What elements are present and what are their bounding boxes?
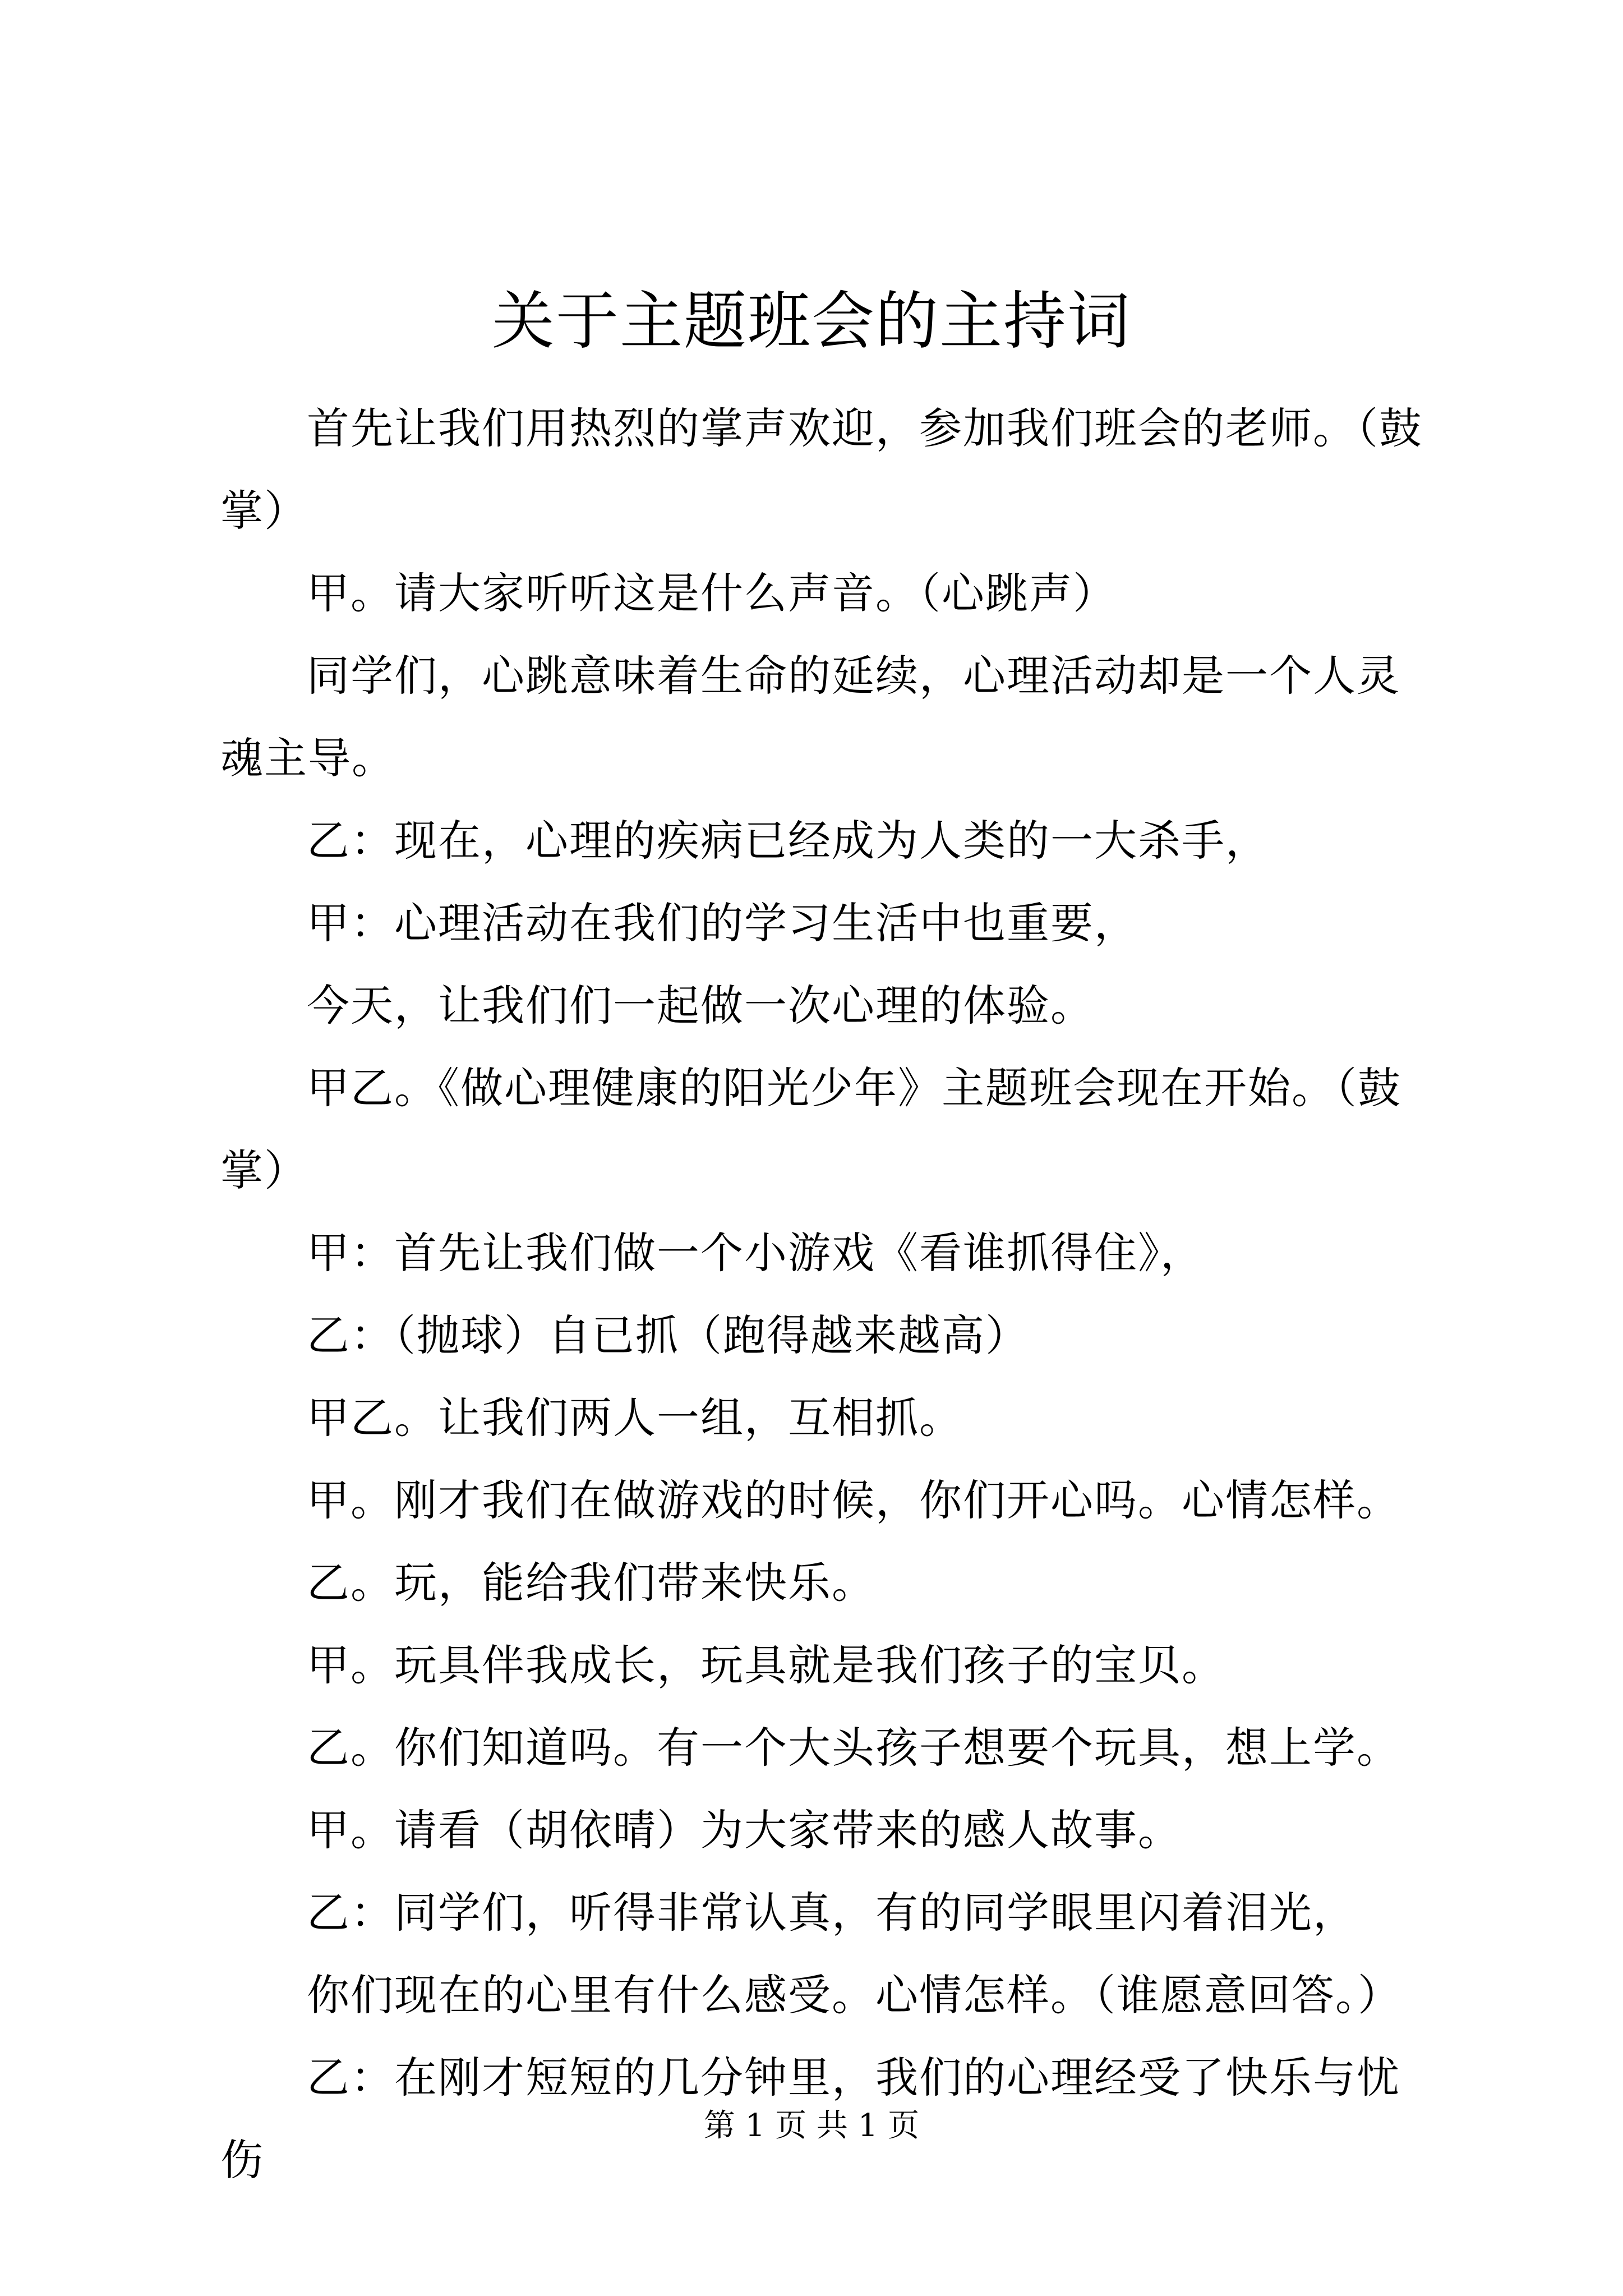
paragraph: 甲。刚才我们在做游戏的时候，你们开心吗。心情怎样。 [307, 1475, 1400, 1525]
paragraph: 乙：在刚才短短的几分钟里，我们的心理经受了快乐与忧伤 [220, 2053, 1400, 2185]
paragraph: 甲乙。让我们两人一组，互相抓。 [307, 1393, 963, 1443]
document-title: 关于主题班会的主持词 [492, 285, 1131, 358]
paragraph: 同学们，心跳意味着生命的延续，心理活动却是一个人灵魂主导。 [220, 651, 1400, 783]
paragraph: 乙：同学们，听得非常认真，有的同学眼里闪着泪光， [307, 1888, 1357, 1938]
paragraph: 甲乙。《做心理健康的阳光少年》主题班会现在开始。（鼓掌） [220, 1063, 1401, 1195]
paragraph: 首先让我们用热烈的掌声欢迎，参加我们班会的老师。（鼓掌） [220, 403, 1423, 536]
page-footer: 第 1 页 共 1 页 [703, 2108, 920, 2144]
paragraph: 乙：现在，心理的疾病已经成为人类的一大杀手， [307, 816, 1269, 866]
paragraph: 你们现在的心里有什么感受。心情怎样。（谁愿意回答。） [307, 1970, 1401, 2020]
paragraph: 今天，让我们们一起做一次心理的体验。 [307, 981, 1094, 1030]
paragraph: 甲。玩具伴我成长，玩具就是我们孩子的宝贝。 [307, 1640, 1225, 1690]
paragraph: 甲：心理活动在我们的学习生活中也重要， [307, 898, 1138, 948]
paragraph: 乙。你们知道吗。有一个大头孩子想要个玩具，想上学。 [307, 1723, 1400, 1773]
paragraph: 乙。玩，能给我们带来快乐。 [307, 1558, 875, 1608]
paragraph: 甲。请大家听听这是什么声音。（心跳声） [307, 568, 1117, 618]
paragraph: 甲。请看（胡依晴）为大家带来的感人故事。 [307, 1805, 1182, 1855]
document-body [220, 387, 1426, 2201]
paragraph: 乙：（抛球）自已抓（跑得越来越高） [307, 1310, 1029, 1360]
paragraph: 甲：首先让我们做一个小游戏《看谁抓得住》， [307, 1228, 1204, 1278]
